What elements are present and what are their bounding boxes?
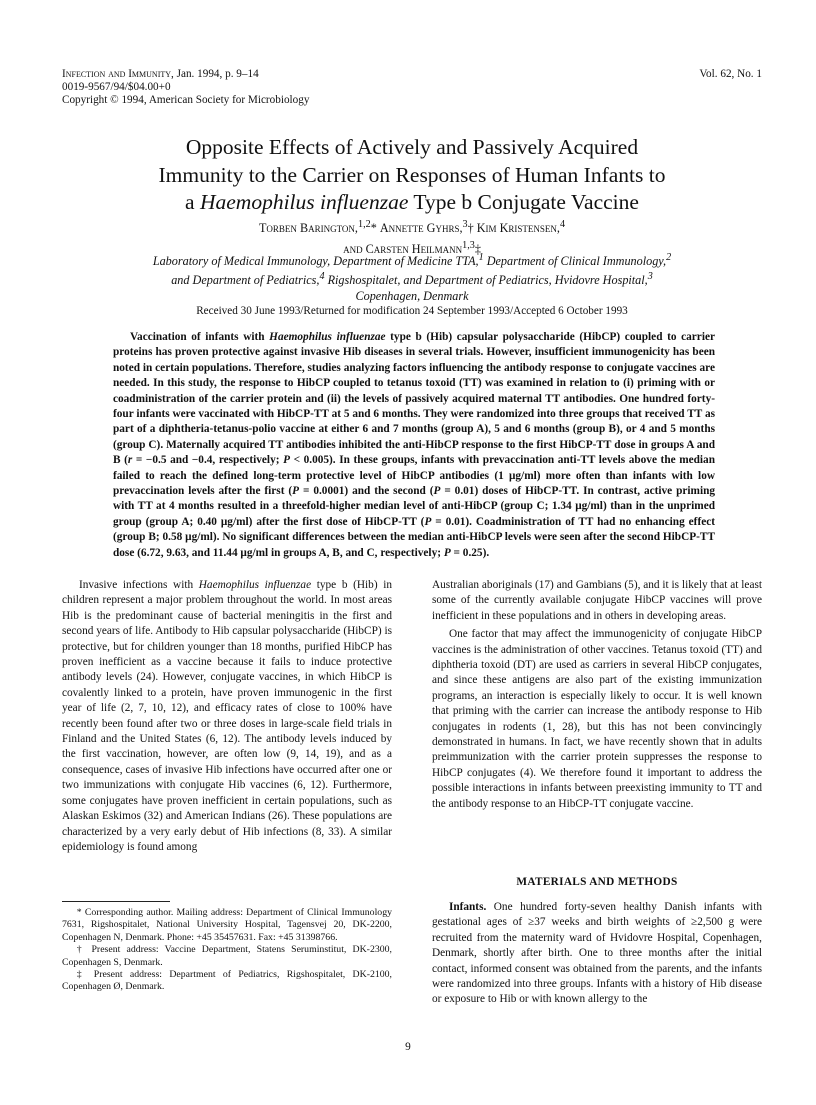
footnote-double-dagger: ‡ Present address: Department of Pediatrics, Rigshospitalet, DK-2100, Copenhagen Ø, Denmark.	[62, 969, 392, 993]
abstract-stat: P	[283, 454, 290, 467]
body-text: One hundred forty-seven healthy Danish infants with gestational ages of ≥37 weeks and birth weights of ≥2,500 g were recruited from the maternity ward of Hvidovre Hospital, Copenhagen, Denmark, shortly after birth. One to three months after the initial contact, informed consent was obtained from the parents, and the infants were randomized into three groups. Infants with a history of Hib disease or exposure to Hib or with known allergy to the	[432, 901, 762, 1006]
received-dates: Received 30 June 1993/Returned for modification 24 September 1993/Accepted 6 October 1993	[196, 305, 628, 317]
author-sup: 3	[462, 219, 468, 230]
affiliation-line-3: Copenhagen, Denmark	[355, 289, 469, 304]
affiliation-sup: 2	[666, 252, 672, 263]
author-mark: ‡	[474, 242, 481, 257]
article-title	[62, 134, 762, 217]
abstract-text: type b (Hib) capsular polysaccharide (HibCP) coupled to carrier proteins has proven protective against invasive Hib diseases in several trials. However, insufficient immunogenicity has been noted in certain populations. Therefore, studies analyzing factors influencing the antibody response to conjugate vaccines are needed. In this study, the response to HibCP coupled to tetanus toxoid (TT) was examined in relation to (i) priming with or coadministration of the carrier protein and (ii) the levels of passively acquired maternal TT antibodies. One hundred forty-four infants were vaccinated with HibCP-TT at 5 and 6 months. They were randomized into three groups that received TT as part of a diphtheria-tetanus-polio vaccine at either 6 and 7 months (group A), 5 and 6 months (group B), or 4 and 5 months (group C). Maternally acquired TT antibodies inhibited the anti-HibCP response to the first HibCP-TT dose in groups A and B (	[113, 331, 715, 467]
author-and: and	[343, 242, 366, 257]
author-mark: *	[370, 221, 380, 236]
body-organism: Haemophilus influenzae	[198, 579, 312, 591]
abstract-text: Vaccination of infants with	[129, 331, 270, 343]
copyright-line: Copyright © 1994, American Society for Microbiology	[62, 94, 310, 106]
abstract-text: < 0.005). In these groups, infants with prevaccination anti-TT levels above the median failed to reach the defined long-term protective level of HibCP antibodies (1 μg/ml) more often than infants with low prevaccination levels after the first (	[113, 454, 715, 498]
page-number: 9	[405, 1041, 411, 1053]
run-in-heading: Infants.	[448, 901, 487, 913]
abstract-stat: r	[127, 454, 133, 467]
title-line-1: Opposite Effects of Actively and Passively Acquired	[185, 135, 639, 159]
volume-info: Vol. 62, No. 1	[699, 68, 762, 80]
issue-info: , Jan. 1994, p. 9–14	[171, 68, 259, 80]
abstract-stat: P	[443, 546, 451, 559]
running-head	[62, 68, 762, 107]
affiliation-line-2	[62, 269, 762, 288]
footnote-corresponding: * Corresponding author. Mailing address: Department of Clinical Immunology 7631, Rigshospitalet, National University Hospital, Tagensvej 20, DK-2200, Copenhagen N, Denmark. Phone: +45 35457631. Fax: +45 31398766.	[62, 907, 392, 943]
abstract	[113, 330, 715, 561]
body-text: type b (Hib) in children represent a major problem throughout the world. In most areas Hib is the predominant cause of bacterial meningitis in the first and second years of life. Antibody to Hib capsular polysaccharide (HibCP) is protective, but for children younger than 18 months, purified HibCP has proven inefficient as a vaccine because it fails to induce protective antibody levels (24). However, conjugate vaccines, in which HibCP is covalently linked to a protein, have proven immunogenic in the first year of life (2, 7, 10, 12), and efficacy rates of close to 100% have recently been found after two or three doses in large-scale field trials in Finland and the United States (6, 12). The antibody levels induced by the first vaccination, however, are often low (9, 14, 19), and as a consequence, cases of invasive Hib infections have occurred after one or two immunizations with conjugate Hib vaccines (6, 12). Furthermore, some conjugates have proven inefficient in certain populations, such as Alaskan Eskimos (32) and American Indians (26). These populations are characterized by a very early debut of Hib infections (8, 33). A similar epidemiology is found among	[62, 579, 393, 853]
intro-paragraph-1	[62, 578, 392, 855]
affiliation-line-1	[62, 250, 762, 269]
intro-paragraph-2: One factor that may affect the immunogenicity of conjugate HibCP vaccines is the administration of other vaccines. Tetanus toxoid (TT) and diphtheria toxoid (DT) are used as carriers in several HibCP conjugates, and since these antigens are also part of the existing immunization programs, an interaction is especially likely to occur. It is well known that priming with the carrier can increase the antibody response to Hib conjugates in rodents (1, 28), but this has not been convincingly demonstrated in humans. In fact, we have recently shown that in adults preimmunization with the carrier protein suppresses the response to HibCP conjugates (4). We therefore found it important to address the possible interactions in infants between preexisting immunity to TT and the antibody response to an HibCP-TT conjugate vaccine.	[432, 628, 762, 810]
author-sup: 1,3	[462, 240, 475, 252]
affiliations	[62, 250, 762, 304]
price-code: 0019-9567/94/$04.00+0	[62, 81, 171, 93]
affiliation-sup: 4	[319, 271, 325, 283]
title-line-3	[62, 189, 762, 217]
abstract-text: = 0.01) doses of HibCP-TT. In contrast, active priming with TT at 4 months resulted in a threefold-higher median level of anti-HibCP (group C; 1.34 μg/ml) than in the unprimed group (group A; 0.40 μg/ml) after the first dose of HibCP-TT (	[113, 485, 716, 528]
abstract-text: = 0.0001) and the second (	[299, 485, 434, 498]
affiliation-text: Department of Clinical Immunology,	[483, 254, 667, 269]
journal-name: Infection and Immunity	[62, 68, 172, 80]
affiliation-text: Rigshospitalet, and Department of Pediatrics, Hvidovre Hospital,	[324, 273, 648, 288]
author-barington: Torben Barington,	[258, 221, 358, 236]
right-column	[432, 578, 762, 812]
abstract-text: = 0.01). Coadministration of TT had no enhancing effect (group B; 0.58 μg/ml). No significant differences between the median anti-HibCP levels were seen after the second HibCP-TT dose (6.72, 9.63, and 11.44 μg/ml in groups A, B, and C, respectively;	[113, 515, 715, 559]
abstract-stat: P	[433, 485, 441, 498]
left-column	[62, 578, 392, 855]
author-mark: †	[467, 221, 477, 236]
affiliation-text: Laboratory of Medical Immunology, Department of Medicine TTA,	[152, 254, 479, 269]
author-sup: 4	[559, 219, 566, 230]
affiliation-sup: 3	[647, 271, 653, 283]
author-gyhrs: Annette Gyhrs,	[379, 221, 463, 236]
title-pre: a	[185, 190, 200, 214]
author-sup: 1,2	[357, 219, 371, 230]
body-text: Invasive infections with	[78, 579, 199, 591]
section-heading-materials: MATERIALS AND METHODS	[516, 876, 678, 888]
abstract-organism: Haemophilus influenzae	[269, 331, 386, 343]
author-kristensen: Kim Kristensen,	[476, 221, 560, 236]
footnote-dagger: † Present address: Vaccine Department, Statens Seruminstitut, DK-2300, Copenhagen S, Denmark.	[62, 944, 392, 968]
intro-paragraph-continued: Australian aboriginals (17) and Gambians (5), and it is likely that at least some of the currently available conjugate HibCP vaccines will prove inefficient in these populations and in others in developing areas.	[432, 579, 762, 622]
abstract-text: = −0.5 and −0.4, respectively;	[132, 454, 284, 467]
citation-line	[62, 68, 762, 81]
footnotes	[62, 907, 392, 994]
author-heilmann: Carsten Heilmann	[365, 242, 463, 257]
affiliation-sup: 1	[478, 252, 484, 263]
title-line-2: Immunity to the Carrier on Responses of Human Infants to	[158, 162, 666, 187]
materials-paragraph	[432, 900, 762, 1008]
author-line-1	[62, 216, 762, 237]
title-post: Type b Conjugate Vaccine	[408, 190, 639, 214]
abstract-stat: P	[424, 515, 432, 528]
title-organism: Haemophilus influenzae	[199, 190, 409, 214]
footnote-rule	[62, 901, 170, 902]
affiliation-text: and Department of Pediatrics,	[171, 273, 320, 288]
abstract-text: = 0.25).	[450, 546, 490, 559]
abstract-stat: P	[292, 485, 300, 498]
